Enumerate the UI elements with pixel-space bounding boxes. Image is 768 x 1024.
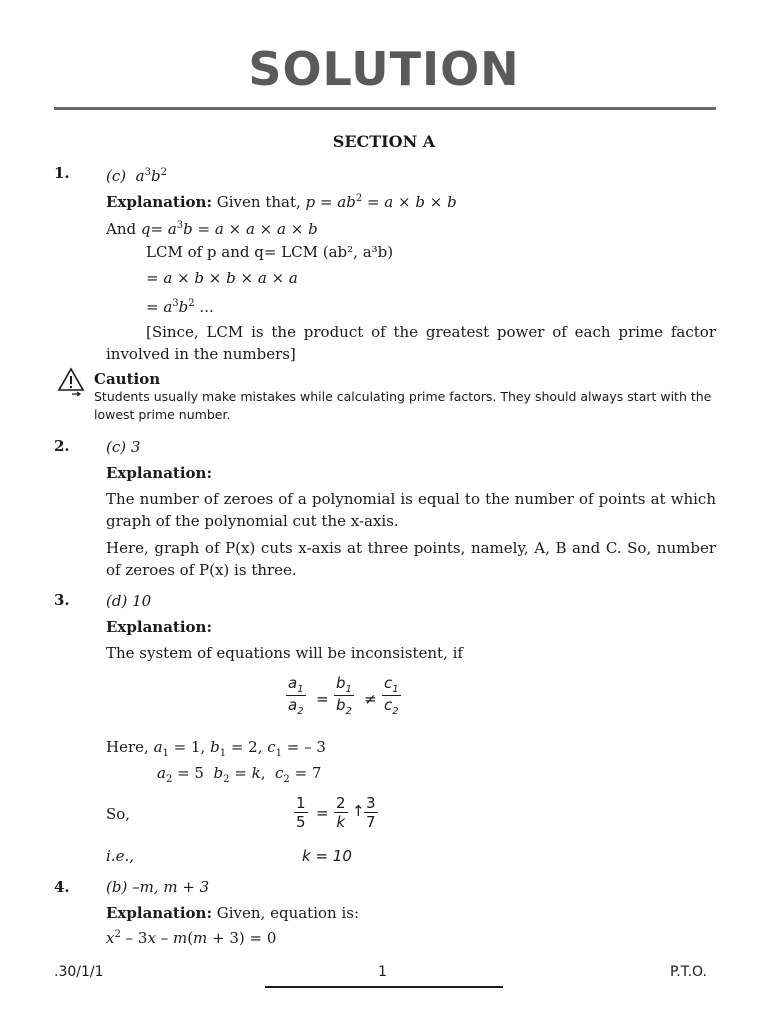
q1-lcm-expansion: = a × b × b × a × a bbox=[146, 269, 298, 287]
fraction-2-k: $\frac{2}{k}$ bbox=[336, 794, 346, 831]
page-title: SOLUTION bbox=[248, 42, 520, 96]
question-number-4: 4. bbox=[54, 878, 70, 896]
paper-code: .30/1/1 bbox=[54, 964, 104, 980]
q2-answer: (c) 3 bbox=[106, 438, 141, 456]
q2-explanation-label: Explanation: bbox=[106, 464, 212, 482]
title-divider bbox=[54, 107, 716, 110]
fraction-1-5: $\frac{1}{5}$ bbox=[296, 794, 306, 831]
q1-lcm-line: LCM of p and q= LCM (ab², a³b) bbox=[146, 243, 394, 261]
q3-here-values-2: $a_2 = 5$ $b_2 = k$, $c_2 = 7$ bbox=[157, 764, 322, 785]
q2-paragraph-2: Here, graph of P(x) cuts x-axis at three points, namely, A, B and C. So, number of zeroes of P(x) is three. bbox=[106, 539, 716, 579]
caution-icon bbox=[56, 366, 86, 402]
q1-since-note: [Since, LCM is the product of the greatest power of each prime factor involved in the numbers] bbox=[106, 323, 716, 363]
q1-answer: (c) $a^3b^2$ bbox=[106, 167, 167, 185]
question-number-3: 3. bbox=[54, 591, 70, 609]
fraction-b1-b2: $\frac{b_1}{b_2}$ bbox=[336, 674, 352, 717]
q1-lcm-result: = $a^3b^2$ ... bbox=[146, 298, 214, 316]
q3-ie-label: i.e., bbox=[106, 847, 134, 865]
q3-explanation-label: Explanation: bbox=[106, 618, 212, 636]
footer-rule bbox=[265, 986, 503, 988]
fraction-c1-c2: $\frac{c_1}{c_2}$ bbox=[384, 674, 399, 717]
q4-answer: (b) –m, m + 3 bbox=[106, 878, 210, 896]
equals-sign-2: = bbox=[316, 804, 329, 822]
q1-and-q: And $q= a^3b = a \times a \times a \times b$ bbox=[106, 220, 318, 238]
question-number-1: 1. bbox=[54, 164, 70, 182]
q3-condition-text: The system of equations will be inconsistent, if bbox=[106, 644, 463, 662]
fraction-a1-a2: $\frac{a_1}{a_2}$ bbox=[288, 674, 304, 717]
q3-k-result: k = 10 bbox=[302, 847, 352, 865]
q1-explanation: Explanation: Given that, $p = ab^2 = a \times b \times b$ bbox=[106, 193, 457, 211]
q3-so-label: So, bbox=[106, 805, 131, 823]
not-equal-sign: ≠ bbox=[364, 690, 377, 708]
q2-paragraph-1: The number of zeroes of a polynomial is equal to the number of points at which graph of the polynomial cut the x-axis. bbox=[106, 490, 716, 530]
section-heading: SECTION A bbox=[332, 132, 436, 151]
question-number-2: 2. bbox=[54, 437, 70, 455]
fraction-3-7: $\frac{3}{7}$ bbox=[366, 794, 376, 831]
equals-sign: = bbox=[316, 690, 329, 708]
q3-here-values-1: Here, $a_1 = 1$, $b_1 = 2$, $c_1$ = – 3 bbox=[106, 738, 326, 759]
q4-explanation: Explanation: Given, equation is: bbox=[106, 904, 360, 922]
pto-label: P.T.O. bbox=[670, 964, 707, 980]
arrow-up-icon: ↑ bbox=[352, 802, 365, 820]
q3-answer: (d) 10 bbox=[106, 592, 152, 610]
caution-title: Caution bbox=[94, 370, 161, 388]
page-number: 1 bbox=[378, 964, 387, 980]
q4-equation: $x^2 - 3x - m(m + 3) = 0$ bbox=[106, 929, 277, 947]
caution-text: Students usually make mistakes while calculating prime factors. They should always start with the lowest prime number. bbox=[94, 389, 712, 422]
